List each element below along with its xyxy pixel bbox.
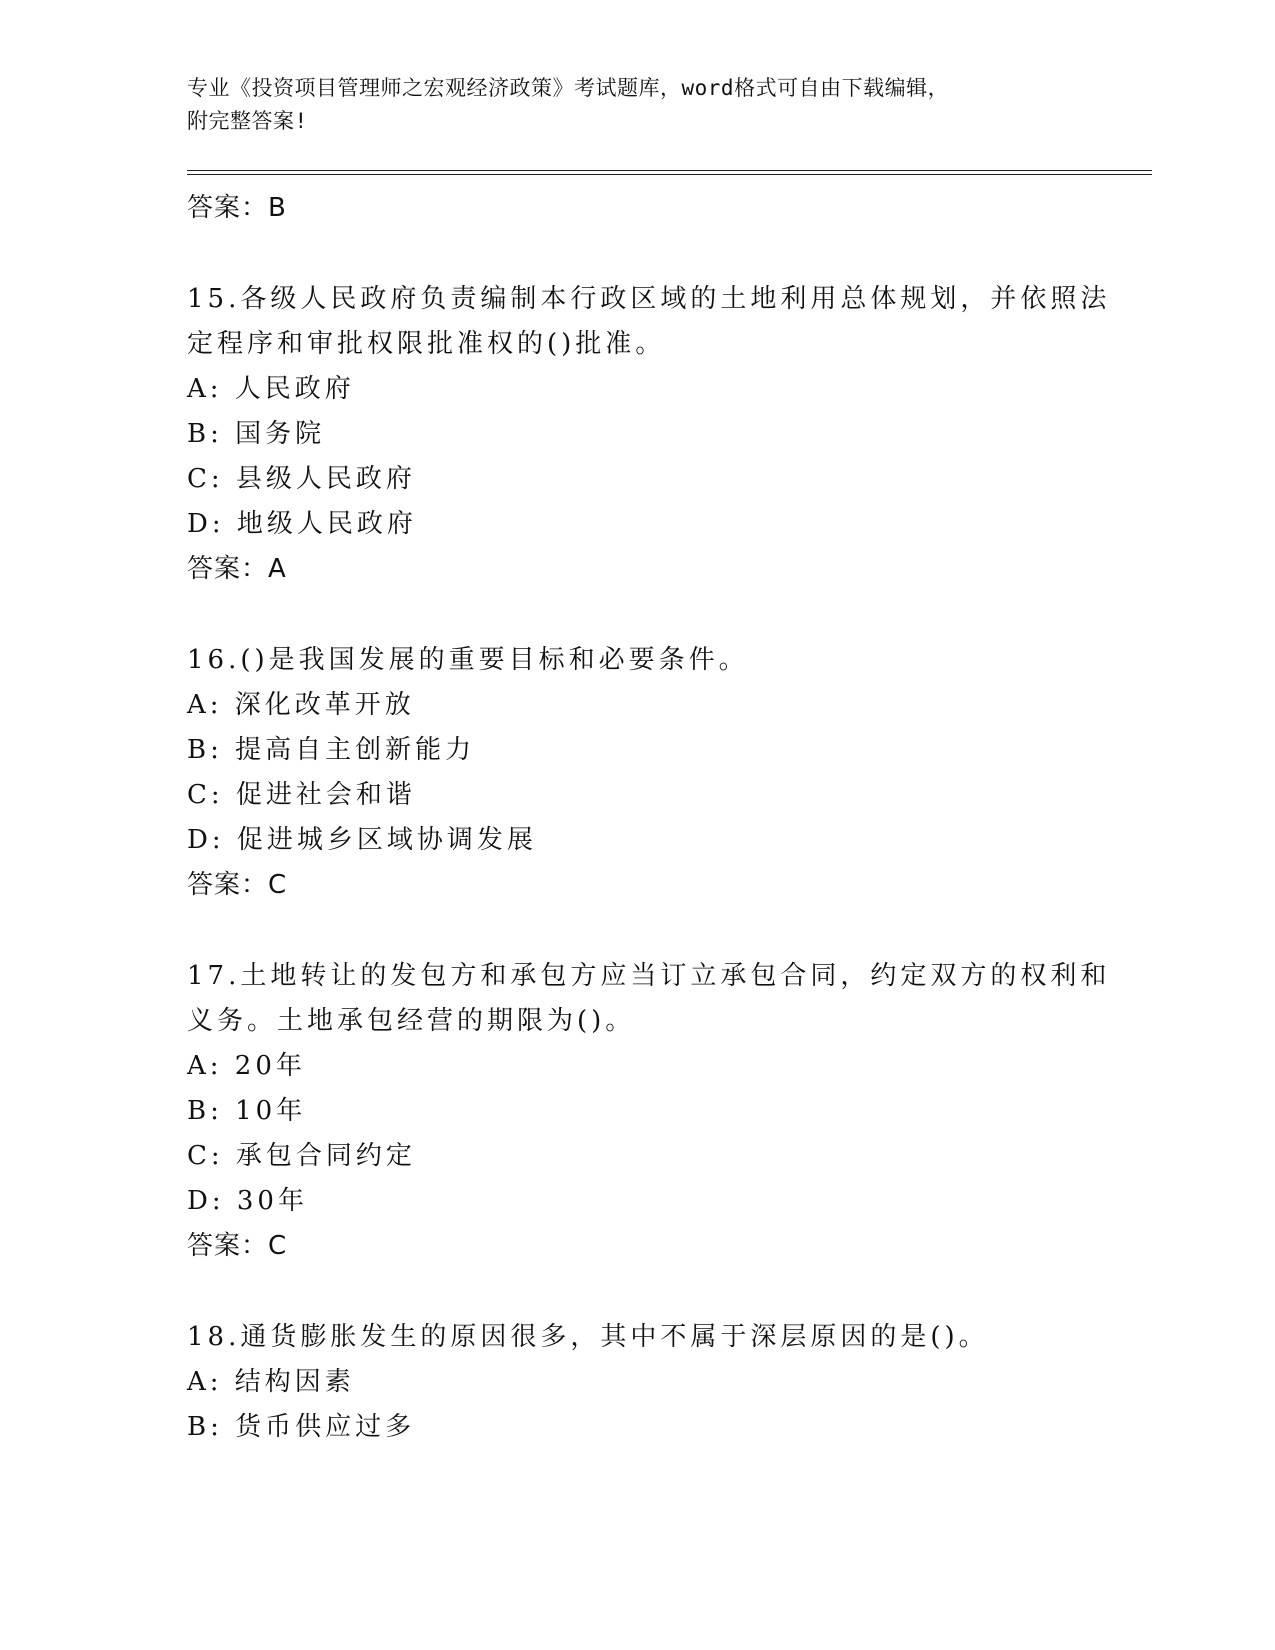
option-d: D: 地级人民政府 [187,509,417,539]
option-a: A: 深化改革开放 [187,690,415,720]
header-line-1: 专业《投资项目管理师之宏观经济政策》考试题库，word格式可自由下载编辑， [187,76,950,100]
option-a: A: 20年 [187,1051,306,1081]
document-header [187,72,1087,138]
option-b: B: 货币供应过多 [187,1412,416,1442]
answer-line: 答案：C [187,870,288,900]
answer-line: 答案：C [187,1231,288,1261]
option-c: C: 承包合同约定 [187,1141,416,1171]
spacer [187,908,1117,954]
option-b: B: 国务院 [187,419,326,449]
question-stem: 义务。土地承包经营的期限为()。 [187,1006,636,1036]
option-d: D: 促进城乡区域协调发展 [187,825,537,855]
answer-line: 答案：A [187,554,287,584]
spacer [187,592,1117,638]
option-d: D: 30年 [187,1186,308,1216]
question-block [187,1315,1117,1450]
option-b: B: 10年 [187,1096,307,1126]
question-block [187,638,1117,908]
option-a: A: 人民政府 [187,374,355,404]
question-stem: 15.各级人民政府负责编制本行政区域的土地利用总体规划，并依照法 [187,284,1111,314]
spacer [187,231,1117,277]
option-a: A: 结构因素 [187,1367,355,1397]
header-rule-top [187,170,1152,171]
header-rule-bottom [187,174,1152,175]
option-c: C: 县级人民政府 [187,464,416,494]
question-block [187,277,1117,592]
question-stem: 17.土地转让的发包方和承包方应当订立承包合同，约定双方的权利和 [187,961,1111,991]
option-c: C: 促进社会和谐 [187,780,416,810]
spacer [187,1269,1117,1315]
header-line-2: 附完整答案! [187,109,308,133]
question-block [187,954,1117,1269]
question-stem: 18.通货膨胀发生的原因很多，其中不属于深层原因的是()。 [187,1322,989,1352]
option-b: B: 提高自主创新能力 [187,735,476,765]
previous-answer: 答案：B [187,193,287,223]
question-stem: 定程序和审批权限批准权的()批准。 [187,329,666,359]
question-list [187,186,1117,1450]
question-stem: 16.()是我国发展的重要目标和必要条件。 [187,645,749,675]
